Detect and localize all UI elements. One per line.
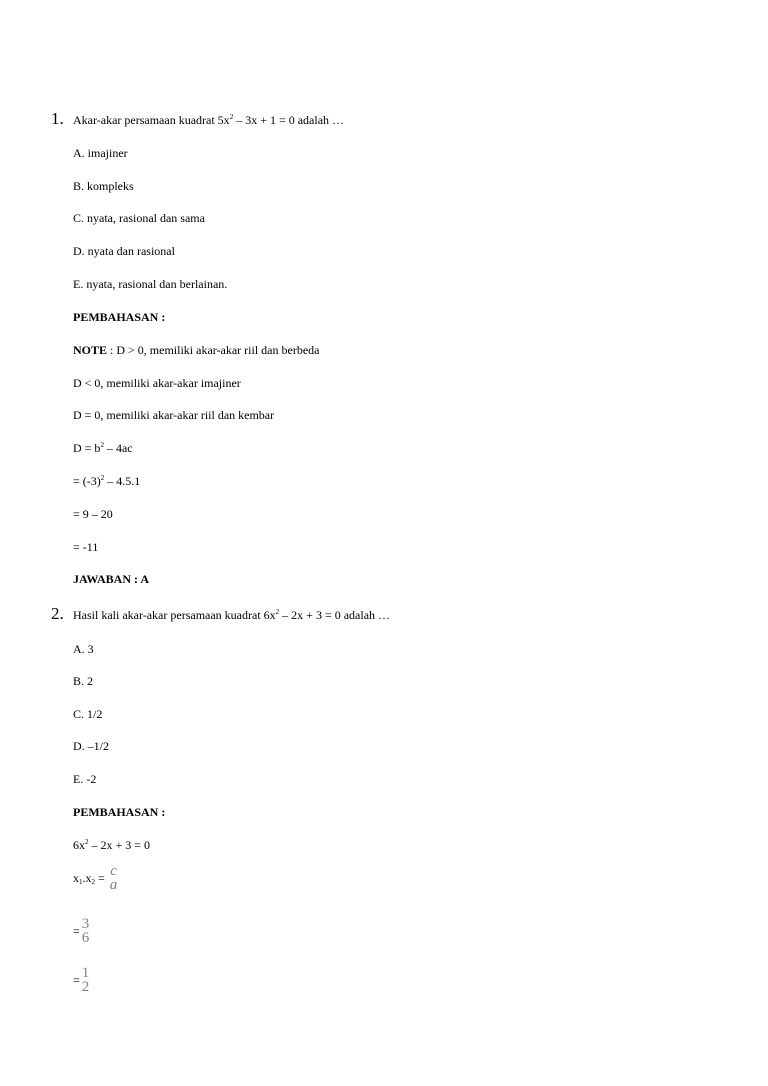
note-line-3: D = 0, memiliki akar-akar riil dan kembar	[73, 408, 275, 422]
fraction-c-over-a: c a	[109, 863, 118, 893]
option-a: A. 3	[73, 642, 94, 656]
option-a: A. imajiner	[73, 146, 128, 160]
option-b: B. kompleks	[73, 179, 134, 193]
fraction-3-over-6: 3 6	[81, 916, 90, 946]
step-line-2: = 9 – 20	[73, 507, 113, 521]
option-d: D. –1/2	[73, 739, 109, 753]
pembahasan-heading: PEMBAHASAN :	[73, 310, 166, 324]
note-line: NOTE : D > 0, memiliki akar-akar riil dan berbeda	[73, 343, 320, 357]
question-number: 1.	[51, 109, 64, 128]
note-line-2: D < 0, memiliki akar-akar imajiner	[73, 376, 241, 390]
question-2	[51, 604, 391, 623]
equation-line: $6x^2 - 2x + 3 = 0$	[73, 838, 151, 852]
product-line: $x_1.x_2$ = c a	[73, 863, 118, 893]
question-text: Akar-akar persamaan kuadrat $5x^2 - 3x + 1 = 0$ adalah …	[73, 113, 345, 127]
option-b: B. 2	[73, 674, 94, 688]
fraction-line-1: = 3 6	[73, 916, 90, 946]
step-line-1: = $(-3)^2 - 4.5.1$	[73, 474, 141, 488]
option-c: C. nyata, rasional dan sama	[73, 211, 205, 225]
fraction-line-2: = 1 2	[73, 965, 90, 995]
option-c: C. 1/2	[73, 707, 103, 721]
question-number: 2.	[51, 604, 64, 623]
option-e: E. nyata, rasional dan berlainan.	[73, 277, 228, 291]
fraction-1-over-2: 1 2	[81, 965, 90, 995]
formula-line: $D = b^2 - 4ac$	[73, 441, 133, 455]
option-d: D. nyata dan rasional	[73, 244, 175, 258]
question-text: Hasil kali akar-akar persamaan kuadrat $6x^2 - 2x + 3 = 0$ adalah …	[73, 608, 391, 622]
step-line-3: = -11	[73, 540, 99, 554]
question-1	[51, 109, 345, 128]
pembahasan-heading: PEMBAHASAN :	[73, 805, 166, 819]
option-e: E. -2	[73, 772, 97, 786]
answer-line: JAWABAN : A	[73, 572, 150, 586]
